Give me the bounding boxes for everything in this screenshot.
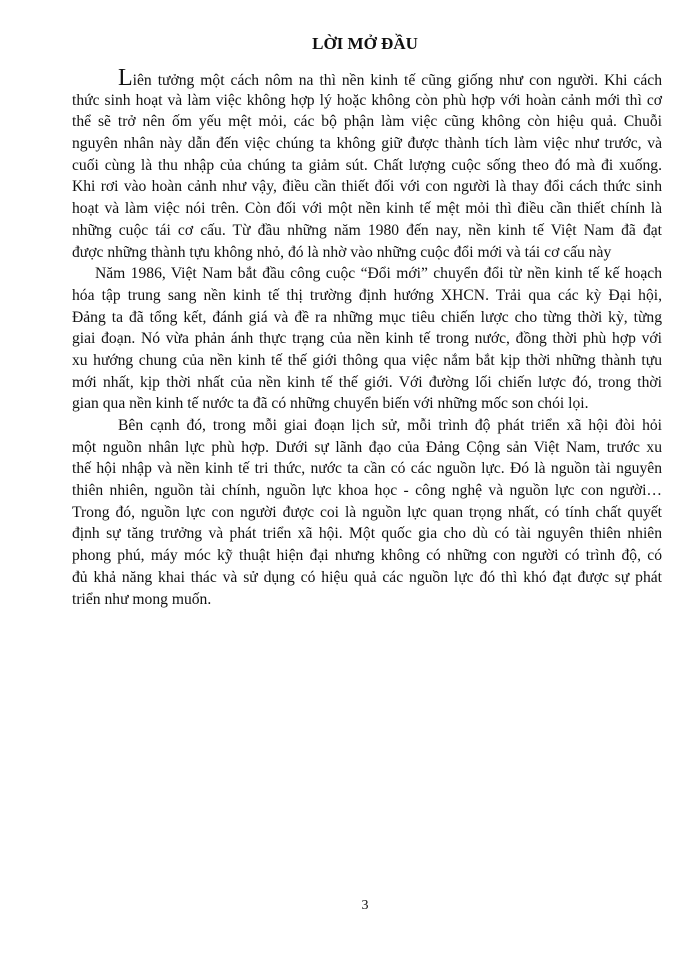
paragraph-line: Đảng ta đã tổng kết, đánh giá và đề ra những mục tiêu chiến lược cho từng thời kỳ, từng [72,308,662,326]
document-body [72,65,662,610]
paragraph-line: phong phú, máy móc kỹ thuật hiện đại nhưng không có những con người có trình độ, có [72,547,662,565]
page-number: 3 [361,898,369,913]
paragraph-line: hoạt và làm việc nói trên. Còn đối với một nền kinh tế mệt mỏi thì điều cần thiết chính là [72,200,662,218]
paragraph-line: giai đoạn. Nó vừa phản ánh thực trạng của nền kinh tế trong nước, đồng thời phù hợp với [72,330,662,348]
paragraph-line: thiên nhiên, nguồn tài chính, nguồn lực khoa học - công nghệ và nguồn lực con người… [72,482,662,500]
paragraph-line: hóa tập trung sang nền kinh tế thị trường định hướng XHCN. Trải qua các kỳ Đại hội, [72,286,662,304]
paragraph-line [72,65,662,91]
paragraph-line: thể sẽ trở nên ốm yếu mệt mỏi, các bộ phận làm việc cũng không còn hiệu quả. Chuỗi [72,113,662,131]
paragraph-line: Khi rơi vào hoàn cảnh như vậy, điều cần thiết đối với con người là thay đổi cách thức sinh [72,178,662,196]
paragraph-line: định sự tăng trưởng và phát triển xã hội. Một quốc gia cho dù có tài nguyên thiên nhiên [72,525,662,543]
paragraph-line: triển như mong muốn. [72,590,212,608]
paragraph-line: được những thành tựu không nhỏ, đó là nhờ vào những cuộc đổi mới và tái cơ cấu này [72,243,612,261]
paragraph-line: nguyên nhân này dẫn đến việc chúng ta không giữ được thành tích làm việc như trước, và [72,135,662,153]
paragraph-line: gian qua nền kinh tế nước ta đã có những chuyển biến với những mốc son chói lọi. [72,395,589,413]
line-text: iên tưởng một cách nôm na thì nền kinh tế cũng giống như con người. Khi cách [132,72,662,89]
paragraph-line: thức sinh hoạt và làm việc không hợp lý hoặc không còn phù hợp với hoàn cảnh mới thì cơ [72,91,662,109]
paragraph-line: xu hướng chung của nền kinh tế thế giới thông qua việc nắm bắt kịp thời những thành tựu [72,351,662,369]
paragraph-line: Trong đó, nguồn lực con người được coi là nguồn lực quan trọng nhất, có tính chất quyết [72,503,662,521]
paragraph-line: cuối cùng là thu nhập của chúng ta giảm sút. Chất lượng cuộc sống theo đó mà đi xuống. [72,156,662,174]
paragraph-line: một nguồn nhân lực phù hợp. Dưới sự lãnh đạo của Đảng Cộng sản Việt Nam, trước xu [72,438,662,456]
paragraph-line: đủ khả năng khai thác và sử dụng có hiệu quả các nguồn lực đó thì khó đạt được sự phát [72,568,662,586]
paragraph-line: Bên cạnh đó, trong mỗi giai đoạn lịch sử, mỗi trình độ phát triển xã hội đòi hỏi [118,417,662,434]
paragraph-line: những cuộc tái cơ cấu. Từ đầu những năm 1980 đến nay, nền kinh tế Việt Nam đã đạt [72,221,662,239]
drop-cap: L [118,65,133,91]
paragraph-line: mới nhất, kịp thời nhất của nền kinh tế thế giới. Với đường lối chiến lược đó, trong thời [72,373,662,391]
paragraph-line: thế hội nhập và nền kinh tế tri thức, nước ta cần có các nguồn lực. Đó là nguồn tài nguyên [72,460,662,478]
paragraph-line: Năm 1986, Việt Nam bắt đầu công cuộc “Đổi mới” chuyển đổi từ nền kinh tế kế hoạch [95,265,662,283]
page-title: LỜI MỞ ĐẦU [312,34,418,53]
